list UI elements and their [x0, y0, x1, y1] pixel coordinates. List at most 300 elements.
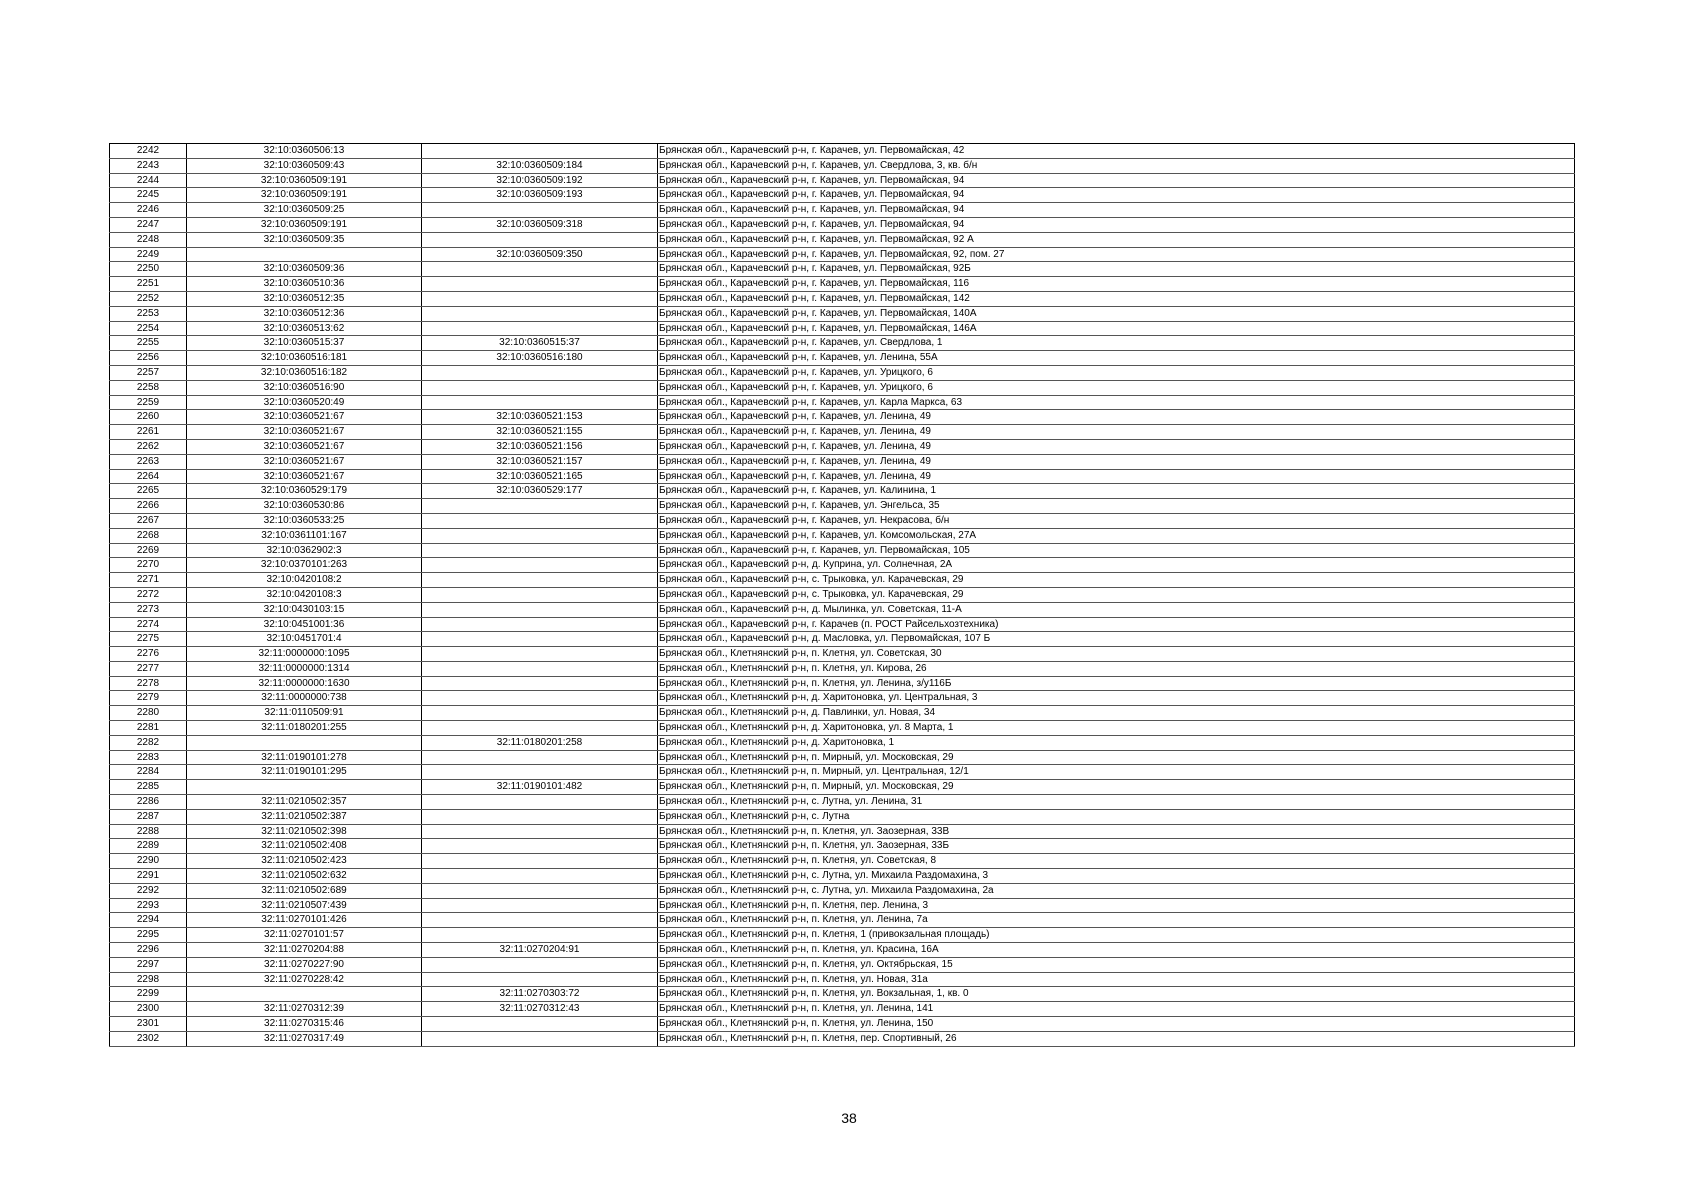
cadastral-number-cell: 32:10:0360513:62 — [187, 321, 422, 336]
table-row — [110, 765, 1575, 780]
table-row — [110, 365, 1575, 380]
row-number-cell: 2258 — [110, 380, 187, 395]
address-cell: Брянская обл., Карачевский р-н, г. Карачев, ул. Ленина, 49 — [658, 439, 1575, 454]
cadastral-number-cell: 32:11:0210502:632 — [187, 869, 422, 884]
sub-cadastral-number-cell — [422, 587, 658, 602]
address-cell: Брянская обл., Клетнянский р-н, п. Клетня, ул. Советская, 30 — [658, 647, 1575, 662]
cadastral-number-cell: 32:11:0000000:1095 — [187, 647, 422, 662]
table-row — [110, 854, 1575, 869]
cadastral-number-cell: 32:11:0000000:1314 — [187, 661, 422, 676]
sub-cadastral-number-cell — [422, 750, 658, 765]
row-number-cell: 2291 — [110, 869, 187, 884]
row-number-cell: 2284 — [110, 765, 187, 780]
address-cell: Брянская обл., Клетнянский р-н, п. Клетня, ул. Вокзальная, 1, кв. 0 — [658, 987, 1575, 1002]
cadastral-number-cell: 32:11:0270101:57 — [187, 928, 422, 943]
property-table — [109, 143, 1575, 1047]
sub-cadastral-number-cell: 32:10:0360509:184 — [422, 158, 658, 173]
sub-cadastral-number-cell — [422, 291, 658, 306]
row-number-cell: 2285 — [110, 780, 187, 795]
row-number-cell: 2255 — [110, 336, 187, 351]
table-row — [110, 321, 1575, 336]
sub-cadastral-number-cell: 32:11:0270303:72 — [422, 987, 658, 1002]
table-row — [110, 410, 1575, 425]
cadastral-number-cell: 32:10:0360516:182 — [187, 365, 422, 380]
sub-cadastral-number-cell: 32:11:0270312:43 — [422, 1002, 658, 1017]
cadastral-number-cell: 32:10:0451001:36 — [187, 617, 422, 632]
sub-cadastral-number-cell — [422, 232, 658, 247]
sub-cadastral-number-cell — [422, 883, 658, 898]
table-row — [110, 602, 1575, 617]
table-row — [110, 543, 1575, 558]
row-number-cell: 2276 — [110, 647, 187, 662]
row-number-cell: 2282 — [110, 735, 187, 750]
table-row — [110, 780, 1575, 795]
row-number-cell: 2272 — [110, 587, 187, 602]
sub-cadastral-number-cell — [422, 721, 658, 736]
row-number-cell: 2246 — [110, 203, 187, 218]
address-cell: Брянская обл., Карачевский р-н, д. Масловка, ул. Первомайская, 107 Б — [658, 632, 1575, 647]
cadastral-number-cell: 32:10:0360516:90 — [187, 380, 422, 395]
address-cell: Брянская обл., Клетнянский р-н, п. Клетня, ул. Советская, 8 — [658, 854, 1575, 869]
table-row — [110, 188, 1575, 203]
address-cell: Брянская обл., Клетнянский р-н, п. Клетня, 1 (привокзальная площадь) — [658, 928, 1575, 943]
cadastral-number-cell: 32:11:0180201:255 — [187, 721, 422, 736]
sub-cadastral-number-cell — [422, 839, 658, 854]
table-row — [110, 676, 1575, 691]
address-cell: Брянская обл., Карачевский р-н, г. Карачев, ул. Ленина, 55А — [658, 351, 1575, 366]
address-cell: Брянская обл., Клетнянский р-н, с. Лутна, ул. Ленина, 31 — [658, 795, 1575, 810]
address-cell: Брянская обл., Карачевский р-н, г. Карачев (п. РОСТ Райсельхозтехника) — [658, 617, 1575, 632]
row-number-cell: 2289 — [110, 839, 187, 854]
sub-cadastral-number-cell: 32:10:0360515:37 — [422, 336, 658, 351]
address-cell: Брянская обл., Клетнянский р-н, п. Клетня, пер. Спортивный, 26 — [658, 1031, 1575, 1046]
cadastral-number-cell: 32:10:0360521:67 — [187, 454, 422, 469]
sub-cadastral-number-cell — [422, 632, 658, 647]
table-row — [110, 277, 1575, 292]
cadastral-number-cell: 32:10:0360521:67 — [187, 410, 422, 425]
cadastral-number-cell: 32:10:0360529:179 — [187, 484, 422, 499]
table-row — [110, 558, 1575, 573]
cadastral-number-cell: 32:11:0190101:278 — [187, 750, 422, 765]
address-cell: Брянская обл., Карачевский р-н, г. Карачев, ул. Ленина, 49 — [658, 469, 1575, 484]
row-number-cell: 2251 — [110, 277, 187, 292]
row-number-cell: 2249 — [110, 247, 187, 262]
table-row — [110, 439, 1575, 454]
cadastral-number-cell: 32:10:0360530:86 — [187, 499, 422, 514]
sub-cadastral-number-cell — [422, 365, 658, 380]
address-cell: Брянская обл., Клетнянский р-н, п. Клетня, ул. Заозерная, 33Б — [658, 839, 1575, 854]
row-number-cell: 2286 — [110, 795, 187, 810]
address-cell: Брянская обл., Клетнянский р-н, с. Лутна, ул. Михаила Раздомахина, 2а — [658, 883, 1575, 898]
address-cell: Брянская обл., Клетнянский р-н, п. Мирный, ул. Центральная, 12/1 — [658, 765, 1575, 780]
cadastral-number-cell: 32:10:0360516:181 — [187, 351, 422, 366]
address-cell: Брянская обл., Карачевский р-н, г. Карачев, ул. Первомайская, 146А — [658, 321, 1575, 336]
sub-cadastral-number-cell — [422, 795, 658, 810]
table-row — [110, 232, 1575, 247]
address-cell: Брянская обл., Клетнянский р-н, п. Клетня, ул. Ленина, 150 — [658, 1017, 1575, 1032]
address-cell: Брянская обл., Карачевский р-н, г. Карачев, ул. Свердлова, 3, кв. б/н — [658, 158, 1575, 173]
table-row — [110, 454, 1575, 469]
row-number-cell: 2273 — [110, 602, 187, 617]
address-cell: Брянская обл., Карачевский р-н, г. Карачев, ул. Первомайская, 140А — [658, 306, 1575, 321]
row-number-cell: 2271 — [110, 573, 187, 588]
address-cell: Брянская обл., Клетнянский р-н, д. Харитоновка, ул. Центральная, 3 — [658, 691, 1575, 706]
table-row — [110, 262, 1575, 277]
row-number-cell: 2248 — [110, 232, 187, 247]
row-number-cell: 2274 — [110, 617, 187, 632]
table-row — [110, 721, 1575, 736]
row-number-cell: 2242 — [110, 144, 187, 159]
cadastral-number-cell: 32:10:0360521:67 — [187, 469, 422, 484]
cadastral-number-cell: 32:10:0360510:36 — [187, 277, 422, 292]
table-row — [110, 1017, 1575, 1032]
sub-cadastral-number-cell: 32:10:0360516:180 — [422, 351, 658, 366]
cadastral-number-cell: 32:10:0360512:35 — [187, 291, 422, 306]
address-cell: Брянская обл., Карачевский р-н, г. Карачев, ул. Некрасова, б/н — [658, 513, 1575, 528]
sub-cadastral-number-cell — [422, 706, 658, 721]
row-number-cell: 2247 — [110, 217, 187, 232]
row-number-cell: 2275 — [110, 632, 187, 647]
table-row — [110, 1002, 1575, 1017]
row-number-cell: 2296 — [110, 943, 187, 958]
row-number-cell: 2250 — [110, 262, 187, 277]
cadastral-number-cell: 32:10:0420108:3 — [187, 587, 422, 602]
cadastral-number-cell: 32:11:0190101:295 — [187, 765, 422, 780]
sub-cadastral-number-cell — [422, 543, 658, 558]
sub-cadastral-number-cell: 32:11:0180201:258 — [422, 735, 658, 750]
cadastral-number-cell: 32:11:0210502:398 — [187, 824, 422, 839]
address-cell: Брянская обл., Клетнянский р-н, п. Клетня, ул. Ленина, 141 — [658, 1002, 1575, 1017]
sub-cadastral-number-cell: 32:10:0360521:153 — [422, 410, 658, 425]
row-number-cell: 2260 — [110, 410, 187, 425]
sub-cadastral-number-cell — [422, 573, 658, 588]
row-number-cell: 2290 — [110, 854, 187, 869]
table-row — [110, 469, 1575, 484]
table-row — [110, 1031, 1575, 1046]
address-cell: Брянская обл., Клетнянский р-н, п. Клетня, ул. Кирова, 26 — [658, 661, 1575, 676]
row-number-cell: 2266 — [110, 499, 187, 514]
sub-cadastral-number-cell: 32:10:0360529:177 — [422, 484, 658, 499]
cadastral-number-cell: 32:10:0362902:3 — [187, 543, 422, 558]
row-number-cell: 2253 — [110, 306, 187, 321]
sub-cadastral-number-cell: 32:10:0360509:318 — [422, 217, 658, 232]
table-row — [110, 735, 1575, 750]
address-cell: Брянская обл., Карачевский р-н, г. Карачев, ул. Первомайская, 116 — [658, 277, 1575, 292]
cadastral-number-cell: 32:10:0360509:35 — [187, 232, 422, 247]
row-number-cell: 2288 — [110, 824, 187, 839]
cadastral-number-cell: 32:11:0210502:423 — [187, 854, 422, 869]
address-cell: Брянская обл., Карачевский р-н, с. Трыковка, ул. Карачевская, 29 — [658, 587, 1575, 602]
address-cell: Брянская обл., Карачевский р-н, г. Карачев, ул. Комсомольская, 27А — [658, 528, 1575, 543]
row-number-cell: 2244 — [110, 173, 187, 188]
table-row — [110, 839, 1575, 854]
row-number-cell: 2267 — [110, 513, 187, 528]
sub-cadastral-number-cell — [422, 928, 658, 943]
table-row — [110, 972, 1575, 987]
table-row — [110, 158, 1575, 173]
address-cell: Брянская обл., Карачевский р-н, г. Карачев, ул. Первомайская, 94 — [658, 188, 1575, 203]
address-cell: Брянская обл., Карачевский р-н, д. Мылинка, ул. Советская, 11-А — [658, 602, 1575, 617]
sub-cadastral-number-cell: 32:11:0270204:91 — [422, 943, 658, 958]
sub-cadastral-number-cell — [422, 380, 658, 395]
cadastral-number-cell: 32:11:0000000:738 — [187, 691, 422, 706]
address-cell: Брянская обл., Клетнянский р-н, п. Мирный, ул. Московская, 29 — [658, 780, 1575, 795]
cadastral-number-cell: 32:11:0270204:88 — [187, 943, 422, 958]
table-row — [110, 484, 1575, 499]
table-row — [110, 824, 1575, 839]
table-row — [110, 898, 1575, 913]
row-number-cell: 2254 — [110, 321, 187, 336]
sub-cadastral-number-cell — [422, 691, 658, 706]
sub-cadastral-number-cell — [422, 558, 658, 573]
table-row — [110, 144, 1575, 159]
address-cell: Брянская обл., Карачевский р-н, г. Карачев, ул. Первомайская, 105 — [658, 543, 1575, 558]
row-number-cell: 2243 — [110, 158, 187, 173]
address-cell: Брянская обл., Клетнянский р-н, д. Харитоновка, 1 — [658, 735, 1575, 750]
table-row — [110, 173, 1575, 188]
sub-cadastral-number-cell — [422, 262, 658, 277]
row-number-cell: 2298 — [110, 972, 187, 987]
address-cell: Брянская обл., Карачевский р-н, с. Трыковка, ул. Карачевская, 29 — [658, 573, 1575, 588]
address-cell: Брянская обл., Клетнянский р-н, п. Клетня, ул. Заозерная, 33В — [658, 824, 1575, 839]
cadastral-number-cell: 32:10:0360509:191 — [187, 173, 422, 188]
address-cell: Брянская обл., Карачевский р-н, г. Карачев, ул. Свердлова, 1 — [658, 336, 1575, 351]
cadastral-number-cell: 32:10:0360520:49 — [187, 395, 422, 410]
row-number-cell: 2287 — [110, 809, 187, 824]
address-cell: Брянская обл., Карачевский р-н, г. Карачев, ул. Первомайская, 94 — [658, 217, 1575, 232]
row-number-cell: 2283 — [110, 750, 187, 765]
sub-cadastral-number-cell — [422, 676, 658, 691]
address-cell: Брянская обл., Карачевский р-н, г. Карачев, ул. Первомайская, 94 — [658, 173, 1575, 188]
table-row — [110, 647, 1575, 662]
sub-cadastral-number-cell — [422, 898, 658, 913]
address-cell: Брянская обл., Клетнянский р-н, п. Клетня, ул. Ленина, з/у116Б — [658, 676, 1575, 691]
row-number-cell: 2295 — [110, 928, 187, 943]
table-row — [110, 957, 1575, 972]
row-number-cell: 2300 — [110, 1002, 187, 1017]
table-row — [110, 425, 1575, 440]
address-cell: Брянская обл., Клетнянский р-н, с. Лутна, ул. Михаила Раздомахина, 3 — [658, 869, 1575, 884]
sub-cadastral-number-cell: 32:10:0360509:192 — [422, 173, 658, 188]
cadastral-number-cell: 32:10:0360509:36 — [187, 262, 422, 277]
cadastral-number-cell: 32:10:0420108:2 — [187, 573, 422, 588]
table-row — [110, 928, 1575, 943]
table-row — [110, 513, 1575, 528]
sub-cadastral-number-cell — [422, 513, 658, 528]
cadastral-number-cell: 32:10:0360512:36 — [187, 306, 422, 321]
address-cell: Брянская обл., Клетнянский р-н, п. Клетня, пер. Ленина, 3 — [658, 898, 1575, 913]
row-number-cell: 2302 — [110, 1031, 187, 1046]
table-row — [110, 573, 1575, 588]
sub-cadastral-number-cell — [422, 306, 658, 321]
address-cell: Брянская обл., Клетнянский р-н, п. Клетня, ул. Ленина, 7а — [658, 913, 1575, 928]
sub-cadastral-number-cell: 32:10:0360521:156 — [422, 439, 658, 454]
table-row — [110, 587, 1575, 602]
address-cell: Брянская обл., Клетнянский р-н, д. Харитоновка, ул. 8 Марта, 1 — [658, 721, 1575, 736]
row-number-cell: 2270 — [110, 558, 187, 573]
address-cell: Брянская обл., Карачевский р-н, г. Карачев, ул. Ленина, 49 — [658, 410, 1575, 425]
table-row — [110, 883, 1575, 898]
cadastral-number-cell: 32:11:0270101:426 — [187, 913, 422, 928]
address-cell: Брянская обл., Карачевский р-н, г. Карачев, ул. Первомайская, 94 — [658, 203, 1575, 218]
address-cell: Брянская обл., Клетнянский р-н, п. Клетня, ул. Октябрьская, 15 — [658, 957, 1575, 972]
sub-cadastral-number-cell — [422, 277, 658, 292]
cadastral-number-cell: 32:10:0370101:263 — [187, 558, 422, 573]
sub-cadastral-number-cell: 32:10:0360521:165 — [422, 469, 658, 484]
sub-cadastral-number-cell — [422, 854, 658, 869]
table-row — [110, 750, 1575, 765]
row-number-cell: 2292 — [110, 883, 187, 898]
sub-cadastral-number-cell — [422, 499, 658, 514]
table-row — [110, 706, 1575, 721]
sub-cadastral-number-cell — [422, 395, 658, 410]
sub-cadastral-number-cell — [422, 144, 658, 159]
row-number-cell: 2301 — [110, 1017, 187, 1032]
page-number: 38 — [841, 1110, 857, 1126]
sub-cadastral-number-cell: 32:10:0360509:193 — [422, 188, 658, 203]
row-number-cell: 2265 — [110, 484, 187, 499]
sub-cadastral-number-cell: 32:10:0360521:157 — [422, 454, 658, 469]
address-cell: Брянская обл., Карачевский р-н, г. Карачев, ул. Первомайская, 42 — [658, 144, 1575, 159]
cadastral-number-cell: 32:10:0360533:25 — [187, 513, 422, 528]
sub-cadastral-number-cell — [422, 972, 658, 987]
row-number-cell: 2261 — [110, 425, 187, 440]
row-number-cell: 2277 — [110, 661, 187, 676]
sub-cadastral-number-cell: 32:11:0190101:482 — [422, 780, 658, 795]
cadastral-number-cell: 32:11:0110509:91 — [187, 706, 422, 721]
cadastral-number-cell — [187, 735, 422, 750]
sub-cadastral-number-cell — [422, 203, 658, 218]
sub-cadastral-number-cell — [422, 321, 658, 336]
row-number-cell: 2269 — [110, 543, 187, 558]
sub-cadastral-number-cell — [422, 617, 658, 632]
row-number-cell: 2256 — [110, 351, 187, 366]
row-number-cell: 2297 — [110, 957, 187, 972]
sub-cadastral-number-cell: 32:10:0360521:155 — [422, 425, 658, 440]
table-row — [110, 203, 1575, 218]
address-cell: Брянская обл., Карачевский р-н, г. Карачев, ул. Ленина, 49 — [658, 425, 1575, 440]
cadastral-number-cell: 32:10:0360515:37 — [187, 336, 422, 351]
row-number-cell: 2294 — [110, 913, 187, 928]
cadastral-number-cell: 32:10:0360521:67 — [187, 425, 422, 440]
sub-cadastral-number-cell — [422, 1031, 658, 1046]
sub-cadastral-number-cell — [422, 602, 658, 617]
table-row — [110, 987, 1575, 1002]
sub-cadastral-number-cell — [422, 647, 658, 662]
cadastral-number-cell: 32:11:0270312:39 — [187, 1002, 422, 1017]
cadastral-number-cell: 32:11:0000000:1630 — [187, 676, 422, 691]
table-row — [110, 809, 1575, 824]
cadastral-number-cell: 32:10:0360509:43 — [187, 158, 422, 173]
row-number-cell: 2299 — [110, 987, 187, 1002]
cadastral-number-cell: 32:11:0210507:439 — [187, 898, 422, 913]
cadastral-number-cell — [187, 780, 422, 795]
address-cell: Брянская обл., Клетнянский р-н, с. Лутна — [658, 809, 1575, 824]
cadastral-number-cell: 32:10:0451701:4 — [187, 632, 422, 647]
cadastral-number-cell: 32:11:0210502:408 — [187, 839, 422, 854]
sub-cadastral-number-cell — [422, 809, 658, 824]
address-cell: Брянская обл., Клетнянский р-н, п. Мирный, ул. Московская, 29 — [658, 750, 1575, 765]
cadastral-number-cell: 32:10:0360506:13 — [187, 144, 422, 159]
sub-cadastral-number-cell — [422, 869, 658, 884]
address-cell: Брянская обл., Карачевский р-н, г. Карачев, ул. Ленина, 49 — [658, 454, 1575, 469]
row-number-cell: 2264 — [110, 469, 187, 484]
cadastral-number-cell: 32:11:0210502:387 — [187, 809, 422, 824]
table-row — [110, 943, 1575, 958]
table-row — [110, 336, 1575, 351]
address-cell: Брянская обл., Карачевский р-н, д. Куприна, ул. Солнечная, 2А — [658, 558, 1575, 573]
sub-cadastral-number-cell — [422, 765, 658, 780]
cadastral-number-cell: 32:10:0360521:67 — [187, 439, 422, 454]
address-cell: Брянская обл., Клетнянский р-н, д. Павлинки, ул. Новая, 34 — [658, 706, 1575, 721]
cadastral-number-cell: 32:11:0270228:42 — [187, 972, 422, 987]
table-row — [110, 913, 1575, 928]
address-cell: Брянская обл., Клетнянский р-н, п. Клетня, ул. Красина, 16А — [658, 943, 1575, 958]
table-row — [110, 217, 1575, 232]
table-row — [110, 499, 1575, 514]
row-number-cell: 2268 — [110, 528, 187, 543]
row-number-cell: 2262 — [110, 439, 187, 454]
row-number-cell: 2278 — [110, 676, 187, 691]
sub-cadastral-number-cell — [422, 1017, 658, 1032]
sub-cadastral-number-cell: 32:10:0360509:350 — [422, 247, 658, 262]
sub-cadastral-number-cell — [422, 824, 658, 839]
row-number-cell: 2293 — [110, 898, 187, 913]
row-number-cell: 2281 — [110, 721, 187, 736]
row-number-cell: 2245 — [110, 188, 187, 203]
table-row — [110, 528, 1575, 543]
table-row — [110, 632, 1575, 647]
address-cell: Брянская обл., Карачевский р-н, г. Карачев, ул. Первомайская, 92Б — [658, 262, 1575, 277]
table-row — [110, 247, 1575, 262]
cadastral-number-cell: 32:11:0210502:689 — [187, 883, 422, 898]
sub-cadastral-number-cell — [422, 661, 658, 676]
address-cell: Брянская обл., Карачевский р-н, г. Карачев, ул. Первомайская, 92 А — [658, 232, 1575, 247]
row-number-cell: 2279 — [110, 691, 187, 706]
table-row — [110, 306, 1575, 321]
address-cell: Брянская обл., Карачевский р-н, г. Карачев, ул. Первомайская, 142 — [658, 291, 1575, 306]
cadastral-number-cell: 32:10:0360509:191 — [187, 217, 422, 232]
table-row — [110, 351, 1575, 366]
table-row — [110, 661, 1575, 676]
row-number-cell: 2280 — [110, 706, 187, 721]
sub-cadastral-number-cell — [422, 913, 658, 928]
property-table-body — [110, 144, 1575, 1047]
address-cell: Брянская обл., Карачевский р-н, г. Карачев, ул. Урицкого, 6 — [658, 380, 1575, 395]
cadastral-number-cell: 32:10:0430103:15 — [187, 602, 422, 617]
row-number-cell: 2263 — [110, 454, 187, 469]
address-cell: Брянская обл., Карачевский р-н, г. Карачев, ул. Первомайская, 92, пом. 27 — [658, 247, 1575, 262]
address-cell: Брянская обл., Карачевский р-н, г. Карачев, ул. Карла Маркса, 63 — [658, 395, 1575, 410]
address-cell: Брянская обл., Клетнянский р-н, п. Клетня, ул. Новая, 31а — [658, 972, 1575, 987]
table-row — [110, 795, 1575, 810]
table-row — [110, 380, 1575, 395]
row-number-cell: 2259 — [110, 395, 187, 410]
address-cell: Брянская обл., Карачевский р-н, г. Карачев, ул. Калинина, 1 — [658, 484, 1575, 499]
cadastral-number-cell: 32:11:0270317:49 — [187, 1031, 422, 1046]
cadastral-number-cell: 32:10:0360509:25 — [187, 203, 422, 218]
sub-cadastral-number-cell — [422, 528, 658, 543]
cadastral-number-cell: 32:10:0360509:191 — [187, 188, 422, 203]
cadastral-number-cell: 32:11:0270227:90 — [187, 957, 422, 972]
table-row — [110, 869, 1575, 884]
row-number-cell: 2252 — [110, 291, 187, 306]
row-number-cell: 2257 — [110, 365, 187, 380]
cadastral-number-cell: 32:10:0361101:167 — [187, 528, 422, 543]
cadastral-number-cell — [187, 987, 422, 1002]
cadastral-number-cell: 32:11:0270315:46 — [187, 1017, 422, 1032]
address-cell: Брянская обл., Карачевский р-н, г. Карачев, ул. Урицкого, 6 — [658, 365, 1575, 380]
